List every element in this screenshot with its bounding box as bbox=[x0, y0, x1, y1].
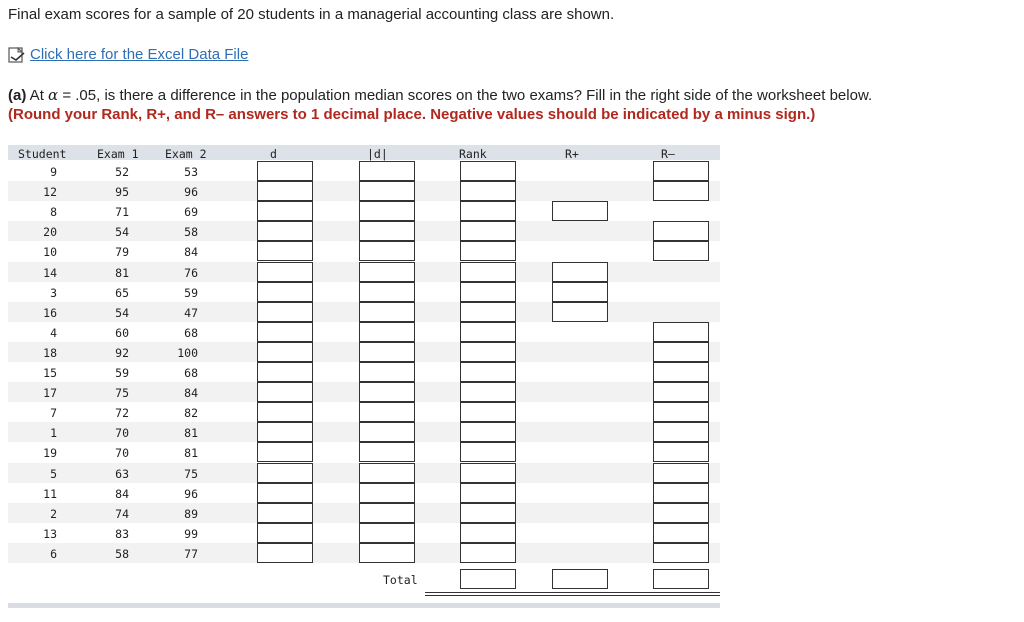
student-cell: 14 bbox=[43, 266, 57, 280]
rank-input[interactable] bbox=[460, 322, 516, 342]
exam2-cell: 47 bbox=[184, 306, 198, 320]
exam1-cell: 71 bbox=[115, 205, 129, 219]
header-d: d bbox=[270, 147, 277, 161]
exam2-cell: 58 bbox=[184, 225, 198, 239]
r-minus-input[interactable] bbox=[653, 241, 709, 261]
student-cell: 20 bbox=[43, 225, 57, 239]
r-minus-input[interactable] bbox=[653, 483, 709, 503]
exam1-cell: 81 bbox=[115, 266, 129, 280]
question-text-1: At bbox=[26, 87, 49, 104]
r-plus-input[interactable] bbox=[552, 282, 608, 302]
abs-d-input[interactable] bbox=[359, 422, 415, 442]
r-minus-input[interactable] bbox=[653, 221, 709, 241]
abs-d-input[interactable] bbox=[359, 543, 415, 563]
student-cell: 1 bbox=[50, 426, 57, 440]
d-input[interactable] bbox=[257, 201, 313, 221]
abs-d-input[interactable] bbox=[359, 382, 415, 402]
student-cell: 8 bbox=[50, 205, 57, 219]
abs-d-input[interactable] bbox=[359, 201, 415, 221]
r-minus-input[interactable] bbox=[653, 503, 709, 523]
exam2-cell: 53 bbox=[184, 165, 198, 179]
student-cell: 5 bbox=[50, 467, 57, 481]
d-input[interactable] bbox=[257, 322, 313, 342]
exam1-cell: 63 bbox=[115, 467, 129, 481]
exam2-cell: 99 bbox=[184, 527, 198, 541]
problem-intro: Final exam scores for a sample of 20 students in a managerial accounting class are shown. bbox=[8, 6, 615, 23]
r-minus-input[interactable] bbox=[653, 382, 709, 402]
abs-d-input[interactable] bbox=[359, 523, 415, 543]
exam1-cell: 95 bbox=[115, 185, 129, 199]
header-student: Student bbox=[18, 147, 67, 161]
rank-input[interactable] bbox=[460, 382, 516, 402]
rank-input[interactable] bbox=[460, 503, 516, 523]
student-cell: 11 bbox=[43, 487, 57, 501]
d-input[interactable] bbox=[257, 262, 313, 282]
rank-input[interactable] bbox=[460, 483, 516, 503]
excel-data-link[interactable] bbox=[8, 46, 248, 63]
r-minus-total-input[interactable] bbox=[653, 569, 709, 589]
rank-input[interactable] bbox=[460, 422, 516, 442]
abs-d-input[interactable] bbox=[359, 262, 415, 282]
exam2-cell: 77 bbox=[184, 547, 198, 561]
student-cell: 13 bbox=[43, 527, 57, 541]
abs-d-input[interactable] bbox=[359, 402, 415, 422]
header-rank: Rank bbox=[459, 147, 487, 161]
student-cell: 7 bbox=[50, 406, 57, 420]
exam2-cell: 84 bbox=[184, 386, 198, 400]
d-input[interactable] bbox=[257, 362, 313, 382]
rank-input[interactable] bbox=[460, 282, 516, 302]
rank-input[interactable] bbox=[460, 262, 516, 282]
abs-d-input[interactable] bbox=[359, 241, 415, 261]
exam1-cell: 92 bbox=[115, 346, 129, 360]
excel-file-icon bbox=[8, 47, 26, 63]
d-input[interactable] bbox=[257, 523, 313, 543]
student-cell: 4 bbox=[50, 326, 57, 340]
r-minus-input[interactable] bbox=[653, 161, 709, 181]
exam1-cell: 84 bbox=[115, 487, 129, 501]
exam2-cell: 89 bbox=[184, 507, 198, 521]
d-input[interactable] bbox=[257, 302, 313, 322]
student-cell: 15 bbox=[43, 366, 57, 380]
exam1-cell: 60 bbox=[115, 326, 129, 340]
exam1-cell: 59 bbox=[115, 366, 129, 380]
student-cell: 17 bbox=[43, 386, 57, 400]
exam1-cell: 70 bbox=[115, 426, 129, 440]
rank-input[interactable] bbox=[460, 221, 516, 241]
abs-d-input[interactable] bbox=[359, 463, 415, 483]
exam2-cell: 76 bbox=[184, 266, 198, 280]
exam2-cell: 84 bbox=[184, 245, 198, 259]
exam1-cell: 65 bbox=[115, 286, 129, 300]
exam2-cell: 100 bbox=[177, 346, 198, 360]
student-cell: 2 bbox=[50, 507, 57, 521]
student-cell: 3 bbox=[50, 286, 57, 300]
rank-total-input[interactable] bbox=[460, 569, 516, 589]
rank-input[interactable] bbox=[460, 523, 516, 543]
r-plus-input[interactable] bbox=[552, 262, 608, 282]
d-input[interactable] bbox=[257, 221, 313, 241]
exam2-cell: 68 bbox=[184, 326, 198, 340]
alpha-symbol: α bbox=[48, 86, 59, 104]
d-input[interactable] bbox=[257, 543, 313, 563]
part-label: (a) bbox=[8, 87, 27, 104]
d-input[interactable] bbox=[257, 442, 313, 462]
r-minus-input[interactable] bbox=[653, 543, 709, 563]
exam1-cell: 83 bbox=[115, 527, 129, 541]
exam1-cell: 54 bbox=[115, 225, 129, 239]
abs-d-input[interactable] bbox=[359, 282, 415, 302]
d-input[interactable] bbox=[257, 503, 313, 523]
exam2-cell: 81 bbox=[184, 446, 198, 460]
header-exam1: Exam 1 bbox=[97, 147, 139, 161]
d-input[interactable] bbox=[257, 241, 313, 261]
exam1-cell: 54 bbox=[115, 306, 129, 320]
r-minus-input[interactable] bbox=[653, 523, 709, 543]
student-cell: 6 bbox=[50, 547, 57, 561]
exam1-cell: 75 bbox=[115, 386, 129, 400]
abs-d-input[interactable] bbox=[359, 181, 415, 201]
abs-d-input[interactable] bbox=[359, 161, 415, 181]
abs-d-input[interactable] bbox=[359, 322, 415, 342]
exam1-cell: 74 bbox=[115, 507, 129, 521]
rank-input[interactable] bbox=[460, 543, 516, 563]
exam1-cell: 70 bbox=[115, 446, 129, 460]
exam1-cell: 79 bbox=[115, 245, 129, 259]
abs-d-input[interactable] bbox=[359, 483, 415, 503]
r-minus-input[interactable] bbox=[653, 402, 709, 422]
rank-input[interactable] bbox=[460, 161, 516, 181]
d-input[interactable] bbox=[257, 342, 313, 362]
exam2-cell: 59 bbox=[184, 286, 198, 300]
total-label: Total bbox=[383, 573, 418, 587]
header-abs-d: |d| bbox=[367, 147, 388, 161]
header-r-plus: R+ bbox=[565, 147, 579, 161]
exam2-cell: 81 bbox=[184, 426, 198, 440]
question-text-2: = .05, is there a difference in the population median scores on the two exams? Fill in the right side of the worksheet below. bbox=[58, 87, 873, 104]
rank-input[interactable] bbox=[460, 362, 516, 382]
r-minus-input[interactable] bbox=[653, 342, 709, 362]
exam1-cell: 72 bbox=[115, 406, 129, 420]
total-underline-2 bbox=[425, 595, 720, 596]
r-minus-input[interactable] bbox=[653, 322, 709, 342]
r-plus-total-input[interactable] bbox=[552, 569, 608, 589]
question-a bbox=[8, 86, 1008, 124]
rank-input[interactable] bbox=[460, 241, 516, 261]
header-r-minus: R– bbox=[661, 147, 675, 161]
exam1-cell: 58 bbox=[115, 547, 129, 561]
exam2-cell: 96 bbox=[184, 185, 198, 199]
student-cell: 10 bbox=[43, 245, 57, 259]
student-cell: 12 bbox=[43, 185, 57, 199]
student-cell: 16 bbox=[43, 306, 57, 320]
d-input[interactable] bbox=[257, 422, 313, 442]
exam2-cell: 75 bbox=[184, 467, 198, 481]
header-exam2: Exam 2 bbox=[165, 147, 207, 161]
excel-data-link-text[interactable]: Click here for the Excel Data File bbox=[30, 46, 249, 63]
r-minus-input[interactable] bbox=[653, 422, 709, 442]
r-minus-input[interactable] bbox=[653, 362, 709, 382]
abs-d-input[interactable] bbox=[359, 503, 415, 523]
student-cell: 19 bbox=[43, 446, 57, 460]
rank-input[interactable] bbox=[460, 402, 516, 422]
r-minus-input[interactable] bbox=[653, 463, 709, 483]
r-plus-input[interactable] bbox=[552, 201, 608, 221]
abs-d-input[interactable] bbox=[359, 442, 415, 462]
rank-input[interactable] bbox=[460, 342, 516, 362]
rank-input[interactable] bbox=[460, 201, 516, 221]
rank-input[interactable] bbox=[460, 442, 516, 462]
d-input[interactable] bbox=[257, 463, 313, 483]
table-footer-bar bbox=[8, 603, 720, 608]
d-input[interactable] bbox=[257, 483, 313, 503]
rounding-instruction: (Round your Rank, R+, and R– answers to 1 decimal place. Negative values should be indicated by a minus sign.) bbox=[8, 106, 816, 123]
r-minus-input[interactable] bbox=[653, 181, 709, 201]
d-input[interactable] bbox=[257, 402, 313, 422]
r-minus-input[interactable] bbox=[653, 442, 709, 462]
abs-d-input[interactable] bbox=[359, 302, 415, 322]
total-underline-1 bbox=[425, 592, 720, 593]
rank-input[interactable] bbox=[460, 181, 516, 201]
d-input[interactable] bbox=[257, 282, 313, 302]
exam1-cell: 52 bbox=[115, 165, 129, 179]
exam2-cell: 69 bbox=[184, 205, 198, 219]
exam2-cell: 68 bbox=[184, 366, 198, 380]
abs-d-input[interactable] bbox=[359, 221, 415, 241]
d-input[interactable] bbox=[257, 382, 313, 402]
rank-input[interactable] bbox=[460, 463, 516, 483]
abs-d-input[interactable] bbox=[359, 362, 415, 382]
d-input[interactable] bbox=[257, 161, 313, 181]
exam2-cell: 82 bbox=[184, 406, 198, 420]
r-plus-input[interactable] bbox=[552, 302, 608, 322]
abs-d-input[interactable] bbox=[359, 342, 415, 362]
exam2-cell: 96 bbox=[184, 487, 198, 501]
student-cell: 18 bbox=[43, 346, 57, 360]
student-cell: 9 bbox=[50, 165, 57, 179]
d-input[interactable] bbox=[257, 181, 313, 201]
rank-input[interactable] bbox=[460, 302, 516, 322]
